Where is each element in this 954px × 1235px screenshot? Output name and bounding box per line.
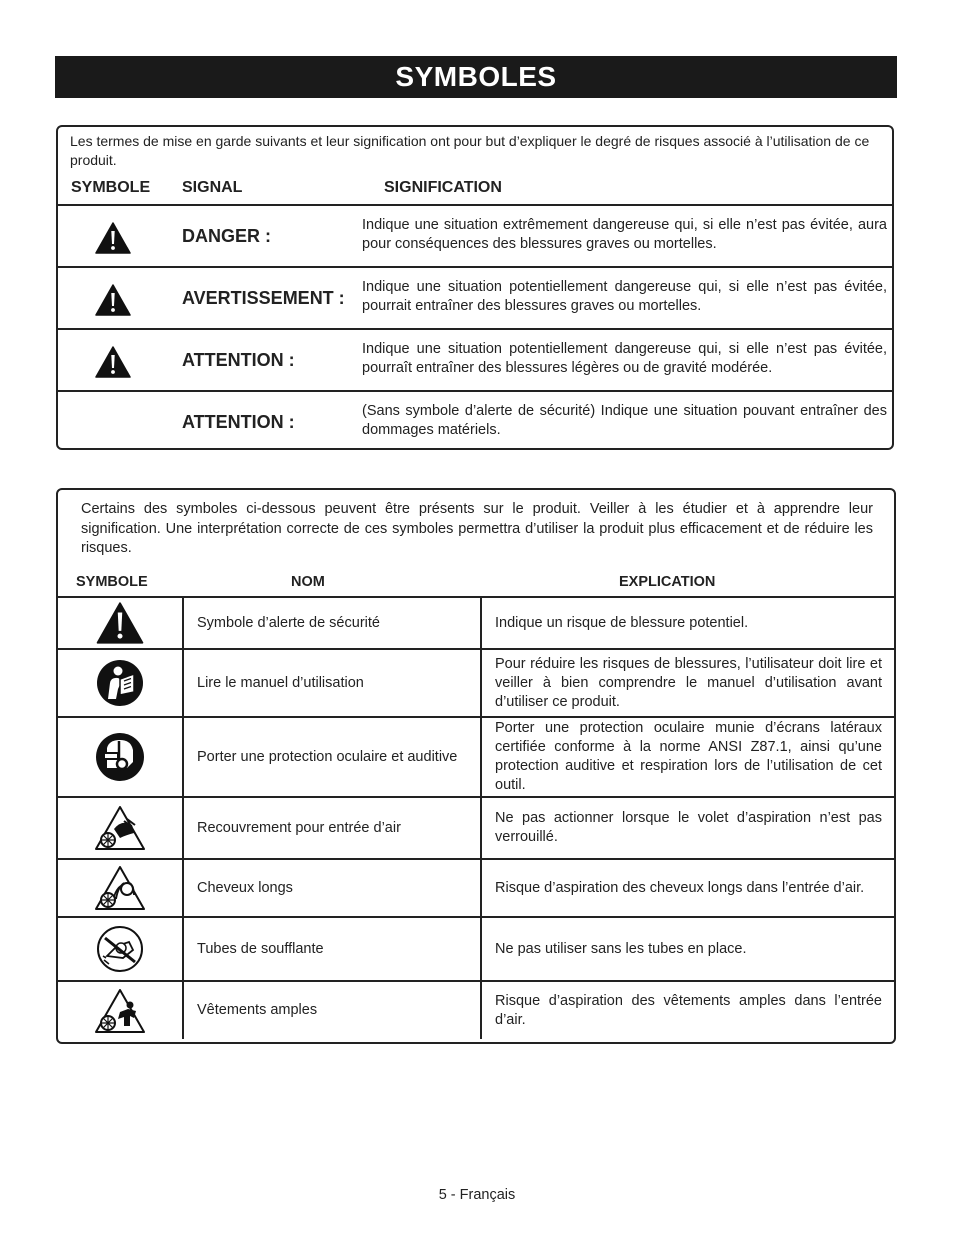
symbol-explanation: Indique un risque de blessure potentiel. xyxy=(481,597,894,649)
header-signification: SIGNIFICATION xyxy=(384,179,502,196)
signal-label: ATTENTION : xyxy=(182,350,295,370)
product-symbols-box xyxy=(56,488,896,1044)
symbol-name: Vêtements amples xyxy=(183,981,481,1039)
loose-clothing-icon xyxy=(94,988,146,1034)
symbol-explanation: Ne pas utiliser sans les tubes en place. xyxy=(481,917,894,981)
signal-words-box xyxy=(56,125,894,450)
table-row xyxy=(58,797,894,859)
symbol-name: Recouvrement pour entrée d’air xyxy=(183,797,481,859)
long-hair-icon xyxy=(94,865,146,911)
symbol-explanation: Ne pas actionner lorsque le volet d’aspiration n’est pas verrouillé. xyxy=(481,797,894,859)
air-intake-cover-icon xyxy=(94,805,146,851)
signal-words-intro: Les termes de mise en garde suivants et leur signification ont pour but d’expliquer le degré de risques associé à l’utilisation de ce produit. xyxy=(70,133,870,168)
read-manual-icon xyxy=(96,659,144,707)
page-title: SYMBOLES xyxy=(55,56,897,98)
signal-row-avertissement xyxy=(58,266,892,330)
signal-row-attention-no-symbol xyxy=(58,390,892,454)
signal-description: Indique une situation potentiellement dangereuse qui, si elle n’est pas évitée, pourrait entraîner des blessures graves ou mortelles. xyxy=(362,279,887,314)
product-symbols-intro: Certains des symboles ci-dessous peuvent être présents sur le produit. Veiller à les étudier et à apprendre leur signification. Une interprétation correcte de ces symboles permettra d’utiliser la produit plus efficacement et de réduire les risques. xyxy=(81,501,873,556)
symbols-table xyxy=(58,596,894,1039)
warning-triangle-icon xyxy=(95,346,131,378)
header-symbole: SYMBOLE xyxy=(71,179,151,196)
table-row xyxy=(58,649,894,717)
signal-label: ATTENTION : xyxy=(182,412,295,432)
header-nom: NOM xyxy=(291,574,325,590)
table-row xyxy=(58,917,894,981)
table-row xyxy=(58,717,894,797)
signal-description: Indique une situation potentiellement dangereuse qui, si elle n’est pas évitée, pourraît entraîner des blessures légères ou de gravité modérée. xyxy=(362,341,887,376)
symbol-name: Porter une protection oculaire et auditive xyxy=(183,717,481,797)
table-row xyxy=(58,859,894,917)
eye-ear-protection-icon xyxy=(95,732,145,782)
signal-label: AVERTISSEMENT : xyxy=(182,288,345,308)
table-row xyxy=(58,597,894,649)
table-row xyxy=(58,981,894,1039)
header-explication: EXPLICATION xyxy=(619,574,716,590)
symbol-explanation: Porter une protection oculaire munie d’écrans latéraux certifiée conforme à la norme ANSI Z87.1, ainsi qu’une protection auditive et respiration lors de l’utilisation de cet outil. xyxy=(481,717,894,797)
signal-row-danger xyxy=(58,204,892,268)
symbol-name: Cheveux longs xyxy=(183,859,481,917)
page-footer: 5 - Français xyxy=(438,1187,516,1203)
symbol-explanation: Risque d’aspiration des vêtements amples dans l’entrée d’air. xyxy=(481,981,894,1039)
header-signal: SIGNAL xyxy=(182,179,243,196)
symbol-name: Symbole d’alerte de sécurité xyxy=(183,597,481,649)
symbol-explanation: Pour réduire les risques de blessures, l’utilisateur doit lire et veiller à bien comprendre le manuel d’utilisation avant d’utiliser ce produit. xyxy=(481,649,894,717)
safety-alert-icon xyxy=(96,602,144,644)
header-symbole: SYMBOLE xyxy=(76,574,148,590)
blower-tubes-icon xyxy=(95,924,145,974)
warning-triangle-icon xyxy=(95,284,131,316)
warning-triangle-icon xyxy=(95,222,131,254)
signal-description: (Sans symbole d’alerte de sécurité) Indique une situation pouvant entraîner des dommages matériels. xyxy=(362,403,887,438)
symbol-name: Lire le manuel d’utilisation xyxy=(183,649,481,717)
symbol-name: Tubes de soufflante xyxy=(183,917,481,981)
signal-description: Indique une situation extrêmement dangereuse qui, si elle n’est pas évitée, aura pour conséquences des blessures graves ou mortelles. xyxy=(362,217,887,252)
signal-row-attention xyxy=(58,328,892,392)
symbol-explanation: Risque d’aspiration des cheveux longs dans l’entrée d’air. xyxy=(481,859,894,917)
signal-label: DANGER : xyxy=(182,226,271,246)
